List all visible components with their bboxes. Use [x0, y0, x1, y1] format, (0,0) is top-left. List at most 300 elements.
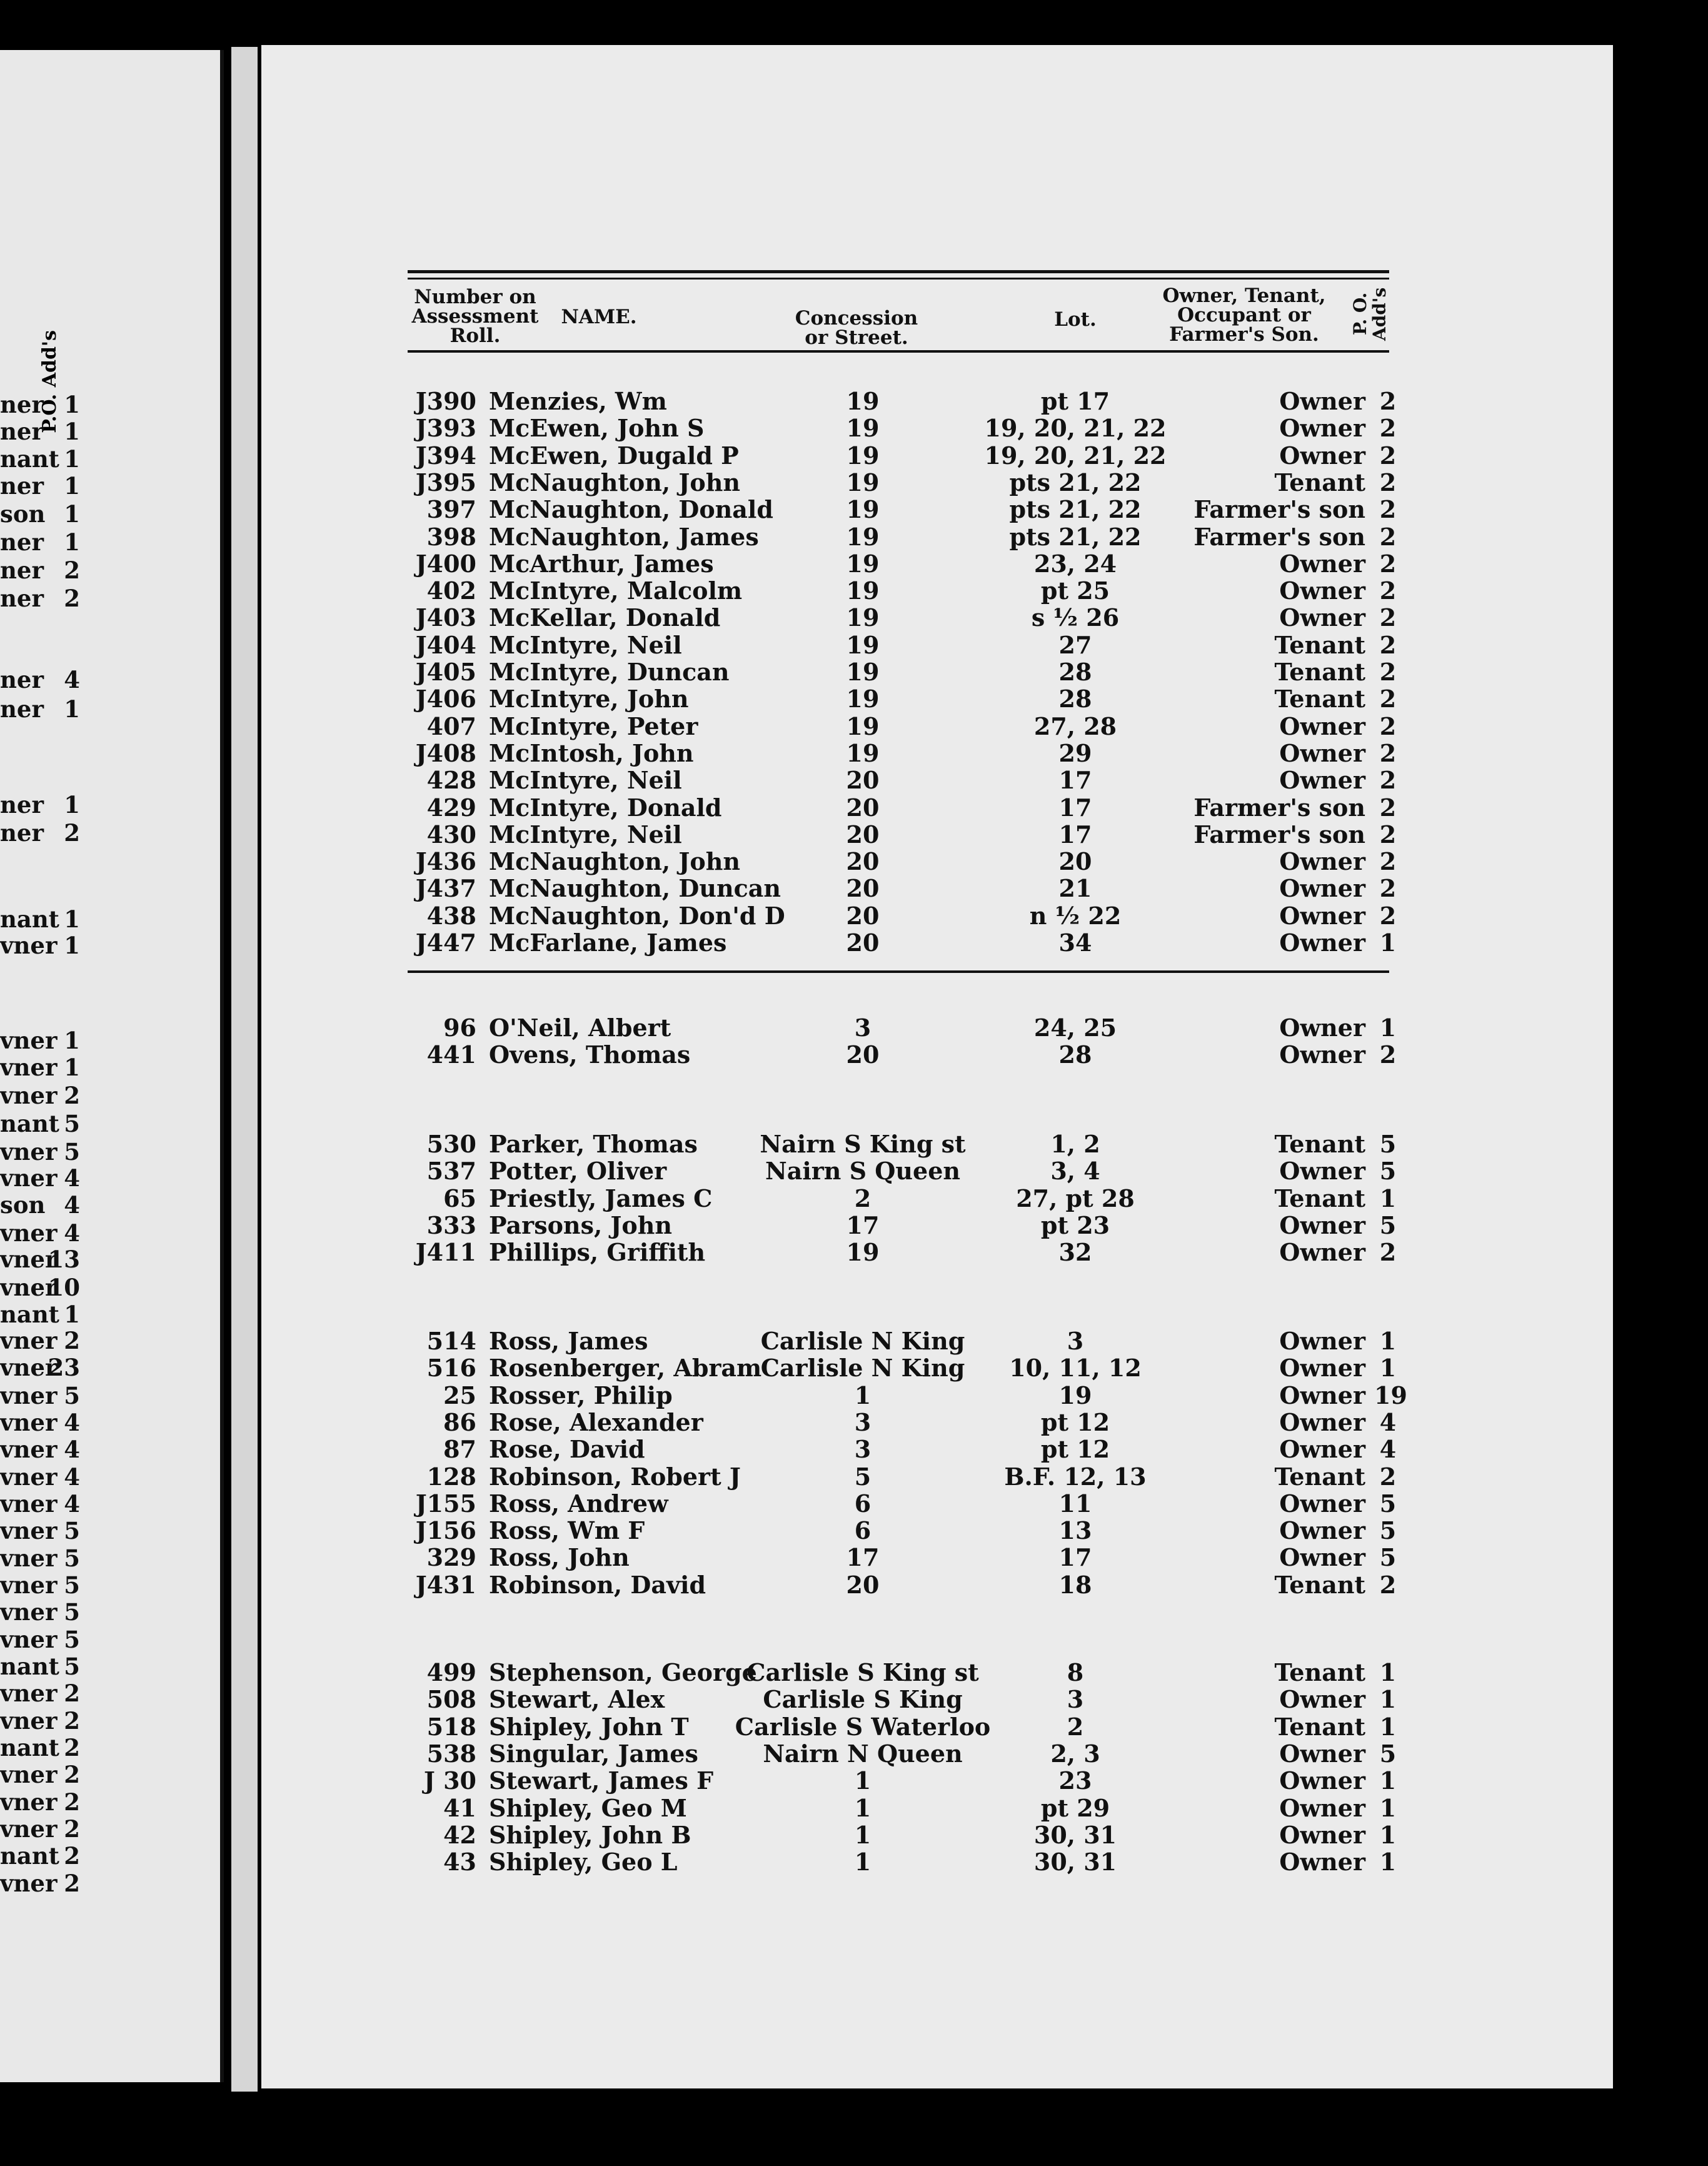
- entry-status: Owner: [1279, 712, 1365, 740]
- entry-status: Owner: [1279, 1354, 1365, 1383]
- entry-concession: 3: [854, 1408, 872, 1436]
- left-page-status-fragment: ner: [0, 472, 44, 500]
- roll-number: J404: [415, 630, 476, 659]
- table-row: [0, 550, 1708, 578]
- roll-number: J406: [415, 685, 476, 713]
- entry-po-address: 2: [1379, 414, 1397, 443]
- entry-po-address: 1: [1379, 1327, 1397, 1355]
- entry-status: Owner: [1279, 549, 1365, 578]
- roll-number: 428: [426, 766, 476, 795]
- entry-status: Owner: [1279, 1211, 1365, 1239]
- entry-concession: 19: [846, 577, 880, 605]
- table-row: [0, 1382, 1708, 1409]
- entry-name: Robinson, Robert J: [489, 1462, 741, 1491]
- table-row: [0, 1544, 1708, 1571]
- entry-lot: 23, 24: [1033, 549, 1117, 578]
- left-page-status-fragment: son: [0, 500, 46, 528]
- roll-number: 96: [443, 1014, 476, 1042]
- entry-lot: 19, 20, 21, 22: [984, 414, 1167, 443]
- entry-lot: pt 23: [1040, 1211, 1110, 1239]
- roll-number: 518: [426, 1712, 476, 1741]
- entry-name: Stephenson, George: [489, 1658, 757, 1686]
- entry-name: Shipley, Geo L: [489, 1848, 678, 1876]
- table-row: [0, 1041, 1708, 1069]
- roll-number: 329: [426, 1543, 476, 1572]
- roll-number: J408: [415, 738, 476, 767]
- table-row: [0, 442, 1708, 470]
- roll-number: J403: [415, 603, 476, 632]
- entry-name: Parsons, John: [489, 1211, 672, 1239]
- left-page-row: [0, 1082, 94, 1109]
- left-page-row: [0, 1598, 94, 1626]
- entry-po-address: 1: [1379, 1184, 1397, 1212]
- left-page-status-fragment: vner: [0, 1544, 58, 1572]
- entry-concession: Carlisle N King: [760, 1354, 965, 1383]
- entry-status: Owner: [1279, 847, 1365, 876]
- left-page-status-fragment: nant: [0, 1734, 59, 1761]
- roll-number: 42: [443, 1820, 476, 1849]
- roll-number: 516: [426, 1354, 476, 1383]
- entry-concession: Nairn S Queen: [765, 1157, 961, 1186]
- roll-number: 538: [426, 1739, 476, 1768]
- entry-status: Owner: [1279, 1516, 1365, 1545]
- entry-concession: Carlisle S Waterloo: [735, 1712, 991, 1741]
- left-page-po-number: 5: [64, 1517, 80, 1544]
- entry-concession: 19: [846, 549, 880, 578]
- entry-lot: pt 17: [1040, 387, 1110, 415]
- entry-status: Tenant: [1274, 468, 1365, 496]
- entry-status: Owner: [1279, 1848, 1365, 1876]
- roll-number: 402: [426, 577, 476, 605]
- entry-lot: pt 29: [1040, 1793, 1110, 1822]
- entry-status: Owner: [1279, 414, 1365, 443]
- entry-lot: 27, pt 28: [1016, 1184, 1135, 1212]
- entry-name: Shipley, John B: [489, 1820, 691, 1849]
- entry-status: Owner: [1279, 874, 1365, 903]
- entry-name: Menzies, Wm: [489, 387, 667, 415]
- left-page-status-fragment: nant: [0, 1842, 59, 1870]
- left-page-po-number: 5: [64, 1598, 80, 1626]
- entry-name: McNaughton, Duncan: [489, 874, 781, 903]
- table-row: [0, 740, 1708, 767]
- roll-number: 508: [426, 1685, 476, 1714]
- left-page-status-fragment: ner: [0, 528, 44, 556]
- entry-lot: 19: [1058, 1381, 1092, 1409]
- entry-status: Owner: [1279, 1685, 1365, 1714]
- entry-concession: 3: [854, 1014, 872, 1042]
- left-page-status-fragment: ner: [0, 666, 44, 693]
- table-row: [0, 1212, 1708, 1239]
- roll-number: 65: [443, 1184, 476, 1212]
- entry-lot: 17: [1058, 1543, 1092, 1572]
- entry-status: Owner: [1279, 577, 1365, 605]
- header-po-address: P. O. Add's: [1350, 287, 1390, 341]
- table-row: [0, 1821, 1708, 1849]
- table-row: [0, 794, 1708, 822]
- entry-name: McEwen, John S: [489, 414, 705, 443]
- entry-status: Owner: [1279, 1793, 1365, 1822]
- entry-po-address: 1: [1379, 1793, 1397, 1822]
- entry-status: Tenant: [1274, 1184, 1365, 1212]
- entry-name: Rosenberger, Abram: [489, 1354, 762, 1383]
- left-page-po-number: 1: [64, 445, 80, 473]
- entry-po-address: 2: [1379, 1040, 1397, 1069]
- entry-lot: pts 21, 22: [1009, 468, 1142, 496]
- entry-concession: 5: [854, 1462, 872, 1491]
- entry-po-address: 2: [1379, 1238, 1397, 1267]
- entry-po-address: 2: [1379, 603, 1397, 632]
- left-page-status-fragment: vner: [0, 1054, 58, 1081]
- left-page-status-fragment: vner: [0, 1761, 58, 1788]
- entry-concession: Carlisle S King: [763, 1685, 963, 1714]
- entry-concession: Nairn N Queen: [763, 1739, 963, 1768]
- entry-po-address: 1: [1379, 1658, 1397, 1686]
- table-row: [0, 1131, 1708, 1158]
- table-row: [0, 469, 1708, 496]
- left-page-row: [0, 1301, 94, 1328]
- entry-lot: 29: [1058, 738, 1092, 767]
- entry-name: McNaughton, John: [489, 847, 740, 876]
- entry-concession: 2: [854, 1184, 872, 1212]
- left-page-po-number: 5: [64, 1571, 80, 1599]
- entry-lot: pt 12: [1040, 1408, 1110, 1436]
- entry-lot: 19, 20, 21, 22: [984, 441, 1167, 470]
- left-page-po-number: 1: [64, 1301, 80, 1328]
- entry-name: Ovens, Thomas: [489, 1040, 691, 1069]
- entry-po-address: 19: [1374, 1381, 1407, 1409]
- entry-concession: 6: [854, 1489, 872, 1518]
- left-page-status-fragment: vner: [0, 1517, 58, 1544]
- entry-lot: 3: [1067, 1685, 1084, 1714]
- entry-concession: 19: [846, 1238, 880, 1267]
- entry-po-address: 4: [1379, 1408, 1397, 1436]
- entry-status: Owner: [1279, 387, 1365, 415]
- entry-name: Potter, Oliver: [489, 1157, 667, 1186]
- roll-number: 537: [426, 1157, 476, 1186]
- left-page-po-number: 2: [64, 585, 80, 612]
- entry-concession: Carlisle S King st: [746, 1658, 979, 1686]
- roll-number: 407: [426, 712, 476, 740]
- left-page-status-fragment: ner: [0, 418, 44, 445]
- table-row: [0, 875, 1708, 902]
- left-page-po-number: 1: [64, 695, 80, 723]
- table-row: [0, 1185, 1708, 1212]
- entry-status: Owner: [1279, 1381, 1365, 1409]
- left-page-status-fragment: vner: [0, 1027, 58, 1054]
- left-page-po-number: 5: [64, 1382, 80, 1409]
- entry-lot: B.F. 12, 13: [1004, 1462, 1147, 1491]
- entry-concession: 20: [846, 929, 880, 957]
- table-row: [0, 713, 1708, 740]
- left-page-status-fragment: vner: [0, 1409, 58, 1436]
- entry-concession: 20: [846, 901, 880, 930]
- table-row: [0, 1409, 1708, 1436]
- entry-status: Tenant: [1274, 685, 1365, 713]
- entry-concession: 20: [846, 766, 880, 795]
- roll-number: J 30: [423, 1766, 476, 1795]
- entry-po-address: 2: [1379, 630, 1397, 659]
- entry-po-address: 1: [1379, 1712, 1397, 1741]
- table-row: [0, 1686, 1708, 1713]
- entry-status: Tenant: [1274, 658, 1365, 686]
- left-page-po-number: 1: [64, 1054, 80, 1081]
- table-row: [0, 1014, 1708, 1042]
- header-concession: Concession or Street.: [795, 307, 918, 349]
- left-page-po-number: 1: [64, 528, 80, 556]
- left-page-po-number: 1: [64, 472, 80, 500]
- left-page-status-fragment: ner: [0, 695, 44, 723]
- entry-po-address: 2: [1379, 495, 1397, 524]
- entry-concession: 19: [846, 495, 880, 524]
- roll-number: 441: [426, 1040, 476, 1069]
- left-page-status-fragment: vner: [0, 1490, 58, 1518]
- left-page-po-number: 2: [64, 1761, 80, 1788]
- left-page-po-number: 2: [64, 1870, 80, 1897]
- table-row: [0, 1354, 1708, 1382]
- entry-po-address: 1: [1379, 1014, 1397, 1042]
- entry-name: Shipley, Geo M: [489, 1793, 687, 1822]
- left-page-status-fragment: son: [0, 1191, 46, 1219]
- entry-po-address: 1: [1379, 929, 1397, 957]
- roll-number: J395: [415, 468, 476, 496]
- left-page-po-number: 1: [64, 791, 80, 819]
- entry-concession: 19: [846, 738, 880, 767]
- entry-po-address: 2: [1379, 874, 1397, 903]
- entry-name: McEwen, Dugald P: [489, 441, 739, 470]
- entry-lot: 10, 11, 12: [1009, 1354, 1142, 1383]
- left-page-po-number: 2: [64, 1788, 80, 1816]
- entry-lot: 30, 31: [1033, 1848, 1117, 1876]
- entry-concession: 1: [854, 1793, 872, 1822]
- left-page-po-number: 2: [64, 819, 80, 847]
- roll-number: 397: [426, 495, 476, 524]
- entry-po-address: 1: [1379, 1848, 1397, 1876]
- entry-name: Ross, Andrew: [489, 1489, 668, 1518]
- roll-number: 333: [426, 1211, 476, 1239]
- entry-status: Owner: [1279, 1327, 1365, 1355]
- entry-concession: 19: [846, 630, 880, 659]
- left-page-status-fragment: vner: [0, 1138, 58, 1166]
- entry-status: Owner: [1279, 738, 1365, 767]
- left-page-row: [0, 1626, 94, 1653]
- entry-concession: 19: [846, 522, 880, 551]
- entry-po-address: 2: [1379, 441, 1397, 470]
- table-row: [0, 1436, 1708, 1463]
- entry-lot: 18: [1058, 1570, 1092, 1599]
- entry-name: Priestly, James C: [489, 1184, 713, 1212]
- left-page-status-fragment: vner: [0, 1327, 58, 1354]
- left-page-po-number: 1: [64, 905, 80, 933]
- left-page-status-fragment: nant: [0, 1653, 59, 1680]
- left-page-status-fragment: vner: [0, 1354, 58, 1381]
- left-page-status-fragment: vner: [0, 1870, 58, 1897]
- entry-concession: 19: [846, 414, 880, 443]
- left-page-po-number: 13: [48, 1246, 80, 1273]
- left-page-status-fragment: ner: [0, 585, 44, 612]
- entry-name: Phillips, Griffith: [489, 1238, 706, 1267]
- entry-status: Owner: [1279, 1238, 1365, 1267]
- roll-number: J156: [415, 1516, 476, 1545]
- entry-name: McIntyre, Malcolm: [489, 577, 743, 605]
- left-page-po-number: 1: [64, 391, 80, 418]
- entry-status: Owner: [1279, 1408, 1365, 1436]
- entry-lot: s ½ 26: [1031, 603, 1120, 632]
- entry-name: Robinson, David: [489, 1570, 706, 1599]
- left-page-status-fragment: vner: [0, 1788, 58, 1816]
- roll-number: 430: [426, 820, 476, 849]
- entry-name: Singular, James: [489, 1739, 698, 1768]
- entry-status: Owner: [1279, 1435, 1365, 1464]
- entry-name: McIntyre, Peter: [489, 712, 698, 740]
- left-page-row: [0, 1274, 94, 1301]
- entry-status: Farmer's son: [1193, 522, 1365, 551]
- roll-number: J394: [415, 441, 476, 470]
- entry-status: Owner: [1279, 929, 1365, 957]
- entry-lot: 27: [1058, 630, 1092, 659]
- entry-concession: 1: [854, 1820, 872, 1849]
- entry-lot: n ½ 22: [1029, 901, 1122, 930]
- table-row: [0, 1157, 1708, 1185]
- left-page-po-number: 1: [64, 418, 80, 445]
- left-page-po-number: 2: [64, 1815, 80, 1843]
- table-row: [0, 821, 1708, 849]
- left-page-status-fragment: ner: [0, 791, 44, 819]
- entry-status: Tenant: [1274, 1462, 1365, 1491]
- roll-number: J405: [415, 658, 476, 686]
- entry-concession: 17: [846, 1543, 880, 1572]
- entry-lot: 21: [1058, 874, 1092, 903]
- entry-name: McIntyre, Duncan: [489, 658, 730, 686]
- entry-po-address: 2: [1379, 387, 1397, 415]
- roll-number: 25: [443, 1381, 476, 1409]
- table-row: [0, 632, 1708, 659]
- entry-po-address: 1: [1379, 1685, 1397, 1714]
- entry-lot: 8: [1067, 1658, 1084, 1686]
- table-row: [0, 1659, 1708, 1686]
- entry-name: McKellar, Donald: [489, 603, 721, 632]
- roll-number: 514: [426, 1327, 476, 1355]
- left-page-status-fragment: nant: [0, 905, 59, 933]
- table-row: [0, 848, 1708, 875]
- entry-concession: Carlisle N King: [760, 1327, 965, 1355]
- table-row: [0, 1327, 1708, 1355]
- header-top-rule-2: [408, 278, 1389, 280]
- left-page-po-number: 5: [64, 1544, 80, 1572]
- left-page-status-fragment: vner: [0, 1246, 58, 1273]
- entry-lot: 30, 31: [1033, 1820, 1117, 1849]
- table-row: [0, 1795, 1708, 1822]
- entry-name: McNaughton, Don'd D: [489, 901, 785, 930]
- table-row: [0, 388, 1708, 415]
- entry-po-address: 2: [1379, 766, 1397, 795]
- table-row: [0, 577, 1708, 605]
- entry-po-address: 2: [1379, 468, 1397, 496]
- roll-number: 530: [426, 1130, 476, 1158]
- left-page-po-number: 5: [64, 1626, 80, 1653]
- left-page-status-fragment: vner: [0, 1815, 58, 1843]
- left-page-status-fragment: vner: [0, 1680, 58, 1707]
- left-page-po-number: 4: [64, 1490, 80, 1518]
- entry-status: Owner: [1279, 1543, 1365, 1572]
- left-page-status-fragment: nant: [0, 1301, 59, 1328]
- roll-number: 429: [426, 793, 476, 822]
- entry-lot: 28: [1058, 685, 1092, 713]
- entry-concession: 1: [854, 1381, 872, 1409]
- roll-number: J431: [415, 1570, 476, 1599]
- roll-number: 499: [426, 1658, 476, 1686]
- entry-po-address: 2: [1379, 901, 1397, 930]
- roll-number: 438: [426, 901, 476, 930]
- entry-lot: pts 21, 22: [1009, 522, 1142, 551]
- entry-po-address: 5: [1379, 1516, 1397, 1545]
- entry-status: Tenant: [1274, 1130, 1365, 1158]
- entry-lot: 3, 4: [1050, 1157, 1100, 1186]
- left-page-status-fragment: nant: [0, 1110, 59, 1137]
- entry-po-address: 2: [1379, 712, 1397, 740]
- entry-name: Ross, Wm F: [489, 1516, 645, 1545]
- entry-status: Owner: [1279, 901, 1365, 930]
- entry-status: Tenant: [1274, 1570, 1365, 1599]
- entry-concession: 1: [854, 1848, 872, 1876]
- table-row: [0, 1848, 1708, 1876]
- entry-status: Owner: [1279, 1739, 1365, 1768]
- table-row: [0, 604, 1708, 632]
- left-page-po-number: 4: [64, 1219, 80, 1247]
- entry-po-address: 1: [1379, 1766, 1397, 1795]
- left-page-status-fragment: vner: [0, 1626, 58, 1653]
- left-page-po-number: 1: [64, 1027, 80, 1054]
- entry-status: Tenant: [1274, 1658, 1365, 1686]
- left-page-po-number: 5: [64, 1653, 80, 1680]
- entry-concession: 6: [854, 1516, 872, 1545]
- left-page-status-fragment: vner: [0, 1164, 58, 1192]
- left-page-po-number: 2: [64, 1327, 80, 1354]
- entry-po-address: 5: [1379, 1739, 1397, 1768]
- entry-status: Owner: [1279, 1766, 1365, 1795]
- entry-name: McArthur, James: [489, 549, 714, 578]
- entry-status: Owner: [1279, 1489, 1365, 1518]
- entry-lot: 32: [1058, 1238, 1092, 1267]
- entry-po-address: 2: [1379, 1462, 1397, 1491]
- table-row: [0, 929, 1708, 957]
- entry-lot: pts 21, 22: [1009, 495, 1142, 524]
- table-row: [0, 1713, 1708, 1741]
- entry-status: Owner: [1279, 441, 1365, 470]
- entry-po-address: 2: [1379, 549, 1397, 578]
- entry-concession: 20: [846, 820, 880, 849]
- entry-po-address: 2: [1379, 685, 1397, 713]
- table-bottom-rule: [408, 970, 1389, 973]
- entry-po-address: 2: [1379, 820, 1397, 849]
- table-row: [0, 415, 1708, 442]
- entry-po-address: 2: [1379, 577, 1397, 605]
- entry-concession: 19: [846, 387, 880, 415]
- entry-po-address: 4: [1379, 1435, 1397, 1464]
- entry-name: McIntosh, John: [489, 738, 694, 767]
- left-page-po-number: 2: [64, 1734, 80, 1761]
- roll-number: J390: [415, 387, 476, 415]
- entry-po-address: 1: [1379, 1820, 1397, 1849]
- entry-concession: 17: [846, 1211, 880, 1239]
- entry-name: McIntyre, Neil: [489, 766, 682, 795]
- table-row: [0, 658, 1708, 686]
- table-row: [0, 1517, 1708, 1544]
- entry-lot: 23: [1058, 1766, 1092, 1795]
- left-page-po-number: 4: [64, 1463, 80, 1491]
- entry-name: McIntyre, Neil: [489, 820, 682, 849]
- roll-number: J155: [415, 1489, 476, 1518]
- entry-status: Farmer's son: [1193, 820, 1365, 849]
